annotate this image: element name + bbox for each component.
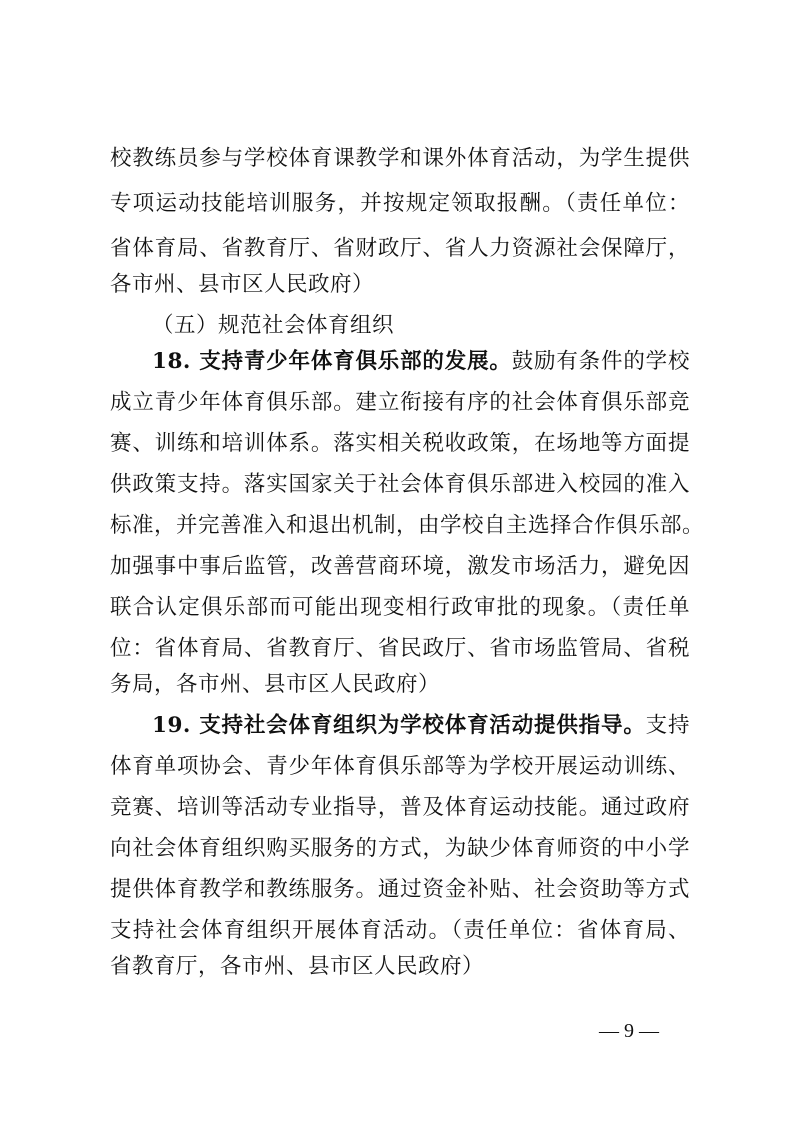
paragraph-line: 供政策支持。落实国家关于社会体育俱乐部进入校园的准入 bbox=[110, 472, 690, 497]
paragraph-line: 校教练员参与学校体育课教学和课外体育活动，为学生提供 bbox=[110, 146, 690, 171]
item-18-first-line-text: 鼓励有条件的学校 bbox=[511, 349, 690, 374]
paragraph-line: 专项运动技能培训服务，并按规定领取报酬。（责任单位： bbox=[110, 191, 690, 216]
paragraph-line: 提供体育教学和教练服务。通过资金补贴、社会资助等方式 bbox=[110, 877, 690, 902]
page-number: — 9 — bbox=[599, 1020, 659, 1042]
paragraph-line: 各市州、县市区人民政府） bbox=[110, 272, 375, 297]
item-18-heading: 18. 支持青少年体育俱乐部的发展。 bbox=[152, 349, 512, 374]
paragraph-line: 向社会体育组织购买服务的方式，为缺少体育师资的中小学 bbox=[110, 836, 690, 861]
paragraph-line: 竞赛、培训等活动专业指导，普及体育运动技能。通过政府 bbox=[110, 795, 690, 820]
paragraph-line: 省教育厅，各市州、县市区人民政府） bbox=[110, 954, 485, 979]
paragraph-line: 务局，各市州、县市区人民政府） bbox=[110, 672, 441, 697]
paragraph-line: 成立青少年体育俱乐部。建立衔接有序的社会体育俱乐部竞 bbox=[110, 390, 690, 415]
paragraph-line: 标准，并完善准入和退出机制，由学校自主选择合作俱乐部。 bbox=[110, 513, 705, 538]
paragraph-line: 省体育局、省教育厅、省财政厅、省人力资源社会保障厅， bbox=[110, 236, 690, 261]
paragraph-line: 位：省体育局、省教育厅、省民政厅、省市场监管局、省税 bbox=[110, 636, 690, 661]
item-18-first-line bbox=[152, 343, 690, 381]
item-19-first-line-text: 支持 bbox=[645, 713, 690, 738]
paragraph-line: 体育单项协会、青少年体育俱乐部等为学校开展运动训练、 bbox=[110, 754, 690, 779]
paragraph-line: 加强事中事后监管，改善营商环境，激发市场活力，避免因 bbox=[110, 554, 690, 579]
paragraph-line: 赛、训练和培训体系。落实相关税收政策，在场地等方面提 bbox=[110, 431, 690, 456]
item-19-first-line bbox=[152, 707, 690, 745]
paragraph-line: 联合认定俱乐部而可能出现变相行政审批的现象。（责任单 bbox=[110, 595, 690, 620]
item-19-heading: 19. 支持社会体育组织为学校体育活动提供指导。 bbox=[152, 713, 646, 738]
paragraph-line: 支持社会体育组织开展体育活动。（责任单位：省体育局、 bbox=[110, 918, 690, 943]
section-heading: （五）规范社会体育组织 bbox=[152, 313, 395, 338]
